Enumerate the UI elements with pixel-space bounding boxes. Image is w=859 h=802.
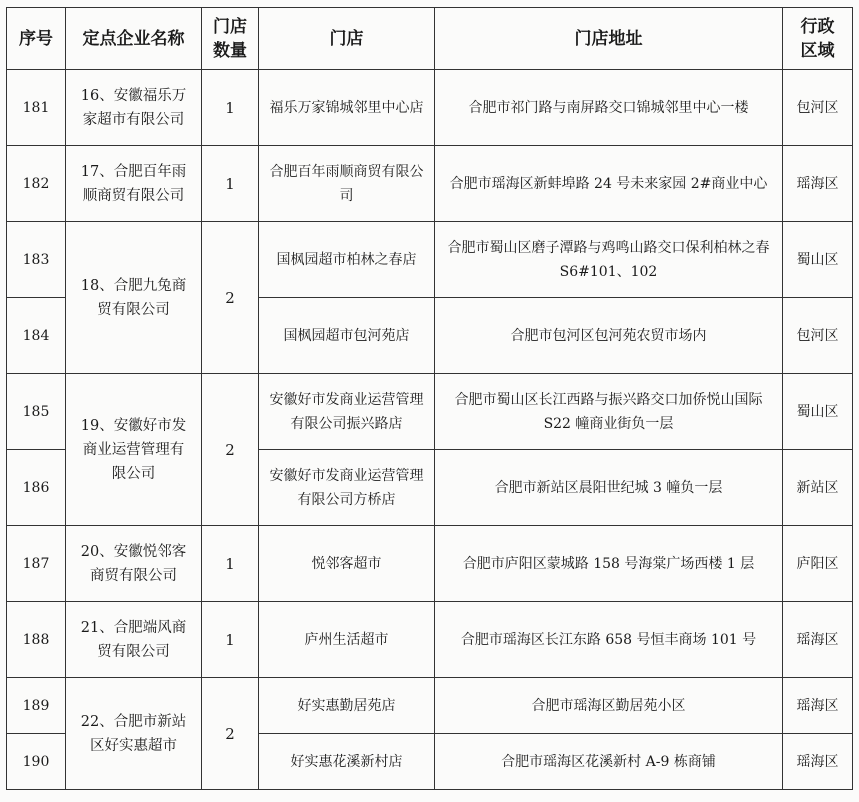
count-cell: 2: [202, 222, 259, 374]
seq-cell: 187: [7, 526, 66, 602]
table-row: [7, 678, 853, 734]
count-cell: 1: [202, 602, 259, 678]
table-row: [7, 602, 853, 678]
company-cell: 18、合肥九兔商贸有限公司: [66, 222, 202, 374]
company-cell: 19、安徽好市发商业运营管理有限公司: [66, 374, 202, 526]
address-cell: 合肥市新站区晨阳世纪城 3 幢负一层: [435, 450, 783, 526]
header-address: 门店地址: [435, 8, 783, 70]
seq-cell: 182: [7, 146, 66, 222]
district-cell: 瑶海区: [783, 602, 853, 678]
seq-cell: 185: [7, 374, 66, 450]
district-cell: 瑶海区: [783, 146, 853, 222]
header-count: 门店数量: [202, 8, 259, 70]
company-cell: 21、合肥端风商贸有限公司: [66, 602, 202, 678]
seq-cell: 186: [7, 450, 66, 526]
header-store: 门店: [259, 8, 435, 70]
seq-cell: 181: [7, 70, 66, 146]
address-cell: 合肥市庐阳区蒙城路 158 号海棠广场西楼 1 层: [435, 526, 783, 602]
store-cell: 庐州生活超市: [259, 602, 435, 678]
address-cell: 合肥市蜀山区长江西路与振兴路交口加侨悦山国际 S22 幢商业街负一层: [435, 374, 783, 450]
company-cell: 20、安徽悦邻客商贸有限公司: [66, 526, 202, 602]
address-cell: 合肥市瑶海区新蚌埠路 24 号未来家园 2#商业中心: [435, 146, 783, 222]
store-cell: 好实惠花溪新村店: [259, 734, 435, 790]
district-cell: 新站区: [783, 450, 853, 526]
district-cell: 瑶海区: [783, 734, 853, 790]
district-cell: 蜀山区: [783, 374, 853, 450]
count-cell: 1: [202, 70, 259, 146]
store-cell: 合肥百年雨顺商贸有限公司: [259, 146, 435, 222]
company-cell: 22、合肥市新站区好实惠超市: [66, 678, 202, 790]
store-cell: 国枫园超市柏林之春店: [259, 222, 435, 298]
table-row: [7, 70, 853, 146]
seq-cell: 189: [7, 678, 66, 734]
table-row: [7, 526, 853, 602]
district-cell: 庐阳区: [783, 526, 853, 602]
seq-cell: 190: [7, 734, 66, 790]
table-row: [7, 146, 853, 222]
store-cell: 安徽好市发商业运营管理有限公司方桥店: [259, 450, 435, 526]
header-seq: 序号: [7, 8, 66, 70]
store-cell: 福乐万家锦城邻里中心店: [259, 70, 435, 146]
header-district: 行政区域: [783, 8, 853, 70]
seq-cell: 188: [7, 602, 66, 678]
address-cell: 合肥市蜀山区磨子潭路与鸡鸣山路交口保利柏林之春 S6#101、102: [435, 222, 783, 298]
store-cell: 悦邻客超市: [259, 526, 435, 602]
table-row: [7, 222, 853, 298]
address-cell: 合肥市祁门路与南屏路交口锦城邻里中心一楼: [435, 70, 783, 146]
store-table: [6, 7, 853, 790]
district-cell: 包河区: [783, 70, 853, 146]
district-cell: 包河区: [783, 298, 853, 374]
store-cell: 国枫园超市包河苑店: [259, 298, 435, 374]
seq-cell: 184: [7, 298, 66, 374]
seq-cell: 183: [7, 222, 66, 298]
store-cell: 好实惠勤居苑店: [259, 678, 435, 734]
district-cell: 瑶海区: [783, 678, 853, 734]
company-cell: 16、安徽福乐万家超市有限公司: [66, 70, 202, 146]
count-cell: 2: [202, 374, 259, 526]
address-cell: 合肥市瑶海区长江东路 658 号恒丰商场 101 号: [435, 602, 783, 678]
company-cell: 17、合肥百年雨顺商贸有限公司: [66, 146, 202, 222]
store-cell: 安徽好市发商业运营管理有限公司振兴路店: [259, 374, 435, 450]
count-cell: 1: [202, 146, 259, 222]
header-row: [7, 8, 853, 70]
address-cell: 合肥市瑶海区花溪新村 A-9 栋商铺: [435, 734, 783, 790]
header-company: 定点企业名称: [66, 8, 202, 70]
count-cell: 1: [202, 526, 259, 602]
count-cell: 2: [202, 678, 259, 790]
address-cell: 合肥市瑶海区勤居苑小区: [435, 678, 783, 734]
district-cell: 蜀山区: [783, 222, 853, 298]
address-cell: 合肥市包河区包河苑农贸市场内: [435, 298, 783, 374]
table-row: [7, 374, 853, 450]
